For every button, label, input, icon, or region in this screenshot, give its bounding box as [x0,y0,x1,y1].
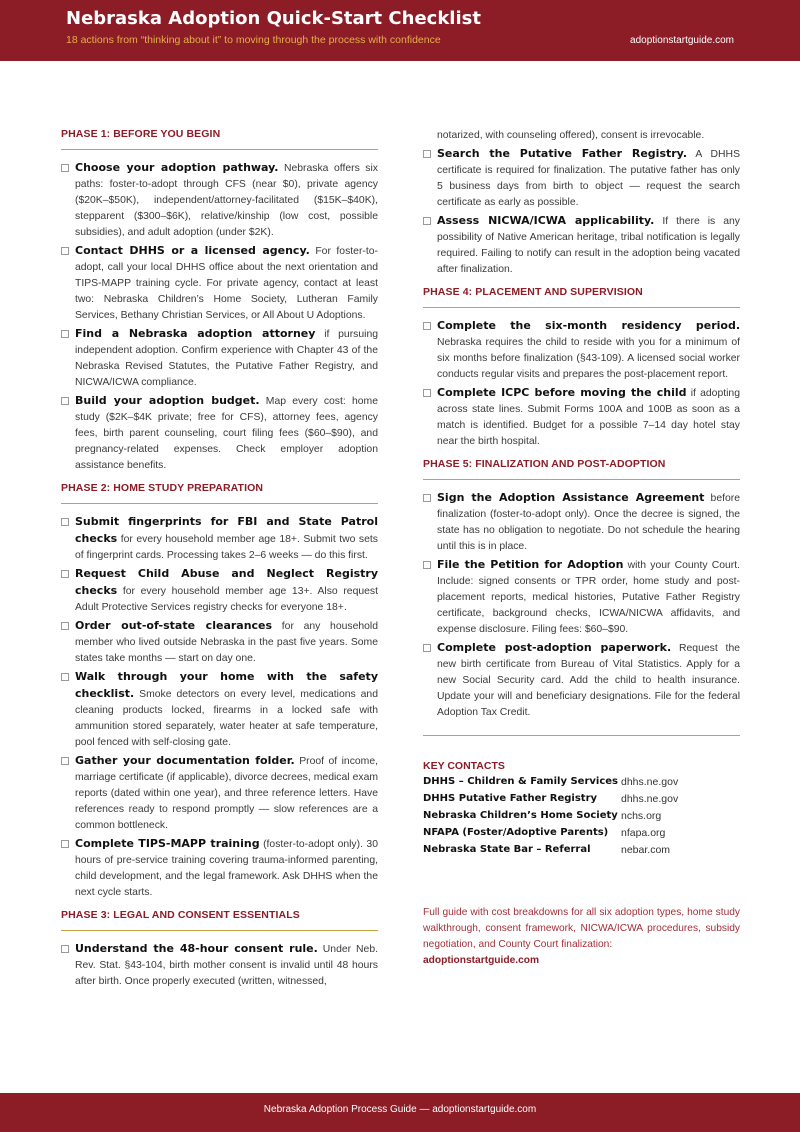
checkbox-icon[interactable] [61,757,69,765]
contact-row [423,776,740,793]
item-lead: Order out-of-state clearances [75,619,273,632]
item-text: Request the new birth certificate from Bureau of Vital Statistics. Apply for a new Social Security card. Add the child to health insurance. Update your will and beneficiary designations. File for the federal Adoption Tax Credit. [437,643,741,718]
checkbox-icon[interactable] [61,164,69,172]
item-lead: Understand the 48-hour consent rule. [75,942,318,955]
checkbox-icon[interactable] [61,673,69,681]
item-lead: Complete the six-month residency period. [437,319,740,332]
contact-url[interactable]: nfapa.org [621,827,666,839]
checklist-item[interactable] [61,514,378,564]
checkbox-icon[interactable] [61,622,69,630]
contact-row [423,827,740,844]
item-lead: File the Petition for Adoption [437,558,624,571]
checkbox-icon[interactable] [423,217,431,225]
right-column [423,128,740,969]
contacts-heading: KEY CONTACTS [423,760,505,772]
contact-name: Nebraska State Bar – Referral [423,844,591,855]
checklist-item-continued [423,128,740,144]
checklist-item[interactable] [423,385,740,450]
checkbox-icon[interactable] [423,389,431,397]
item-text: Under Neb. Rev. Stat. §43-104, birth mother consent is invalid until 48 hours after birth. Once properly executed (written, witnessed, [75,944,379,987]
phase-1-heading: PHASE 1: BEFORE YOU BEGIN [61,128,221,140]
checklist-item[interactable] [61,566,378,616]
contact-name: Nebraska Children’s Home Society [423,810,618,821]
item-lead: Choose your adoption pathway. [75,161,279,174]
checkbox-icon[interactable] [423,322,431,330]
contact-url[interactable]: dhhs.ne.gov [621,793,679,805]
checklist-item[interactable] [61,160,378,241]
checkbox-icon[interactable] [423,150,431,158]
divider [61,503,378,504]
checkbox-icon[interactable] [61,570,69,578]
checklist-item[interactable] [61,393,378,474]
checkbox-icon[interactable] [61,945,69,953]
header-site-link[interactable]: adoptionstartguide.com [630,35,734,46]
phase-2-heading: PHASE 2: HOME STUDY PREPARATION [61,482,264,494]
item-lead: Search the Putative Father Registry. [437,147,688,160]
checklist-item[interactable] [423,557,740,638]
item-text: for any household member who lived outside Nebraska in the past five years. Some states take months — start on day one. [75,621,379,664]
checklist-item[interactable] [61,753,378,834]
checkbox-icon[interactable] [61,518,69,526]
contact-url[interactable]: dhhs.ne.gov [621,776,679,788]
footer-text: Nebraska Adoption Process Guide — adoptionstartguide.com [263,1104,537,1115]
contact-row [423,793,740,810]
item-lead: Request Child Abuse and Neglect Registry checks [75,567,378,597]
checklist-item[interactable] [423,640,740,721]
item-lead: Walk through your home with the safety checklist. [75,670,378,700]
guide-text: Full guide with cost breakdowns for all six adoption types, home study walkthrough, consent framework, NICWA/ICWA procedures, subsidy negotiation, and County Court finalization: [423,907,740,950]
contact-name: NFAPA (Foster/Adoptive Parents) [423,827,609,838]
item-lead: Complete TIPS-MAPP training [75,837,260,850]
divider [423,479,740,480]
divider [61,930,378,931]
phase-4-heading: PHASE 4: PLACEMENT AND SUPERVISION [423,286,643,298]
item-text: for every household member age 18+. Submit two sets of fingerprint cards. Processing takes 2–6 weeks — do this first. [75,534,378,561]
checklist-item[interactable] [423,318,740,383]
item-lead: Complete post-adoption paperwork. [437,641,672,654]
item-text: A DHHS certificate is required for finalization. The putative father has only 5 business days from birth to object — request the search certificate as early as possible. [437,149,740,208]
checklist-item[interactable] [423,213,740,278]
contact-name: DHHS Putative Father Registry [423,793,598,804]
checklist-item[interactable] [61,243,378,324]
item-lead: Assess NICWA/ICWA applicability. [437,214,655,227]
item-lead: Contact DHHS or a licensed agency. [75,244,310,257]
page-footer [0,1093,800,1132]
checklist-item[interactable] [61,326,378,391]
checklist-item[interactable] [61,836,378,901]
page-subtitle: 18 actions from “thinking about it” to moving through the process with confidence [66,34,441,46]
divider [423,307,740,308]
item-text: (foster-to-adopt only). 30 hours of pre-service training covering trauma-informed parenting, child development, and the legal framework. Ask DHHS when the next cycle starts. [75,839,378,898]
contact-row [423,844,740,861]
phase-5-heading: PHASE 5: FINALIZATION AND POST-ADOPTION [423,458,666,470]
contact-url[interactable]: nebar.com [621,844,671,856]
contact-url[interactable]: nchs.org [621,810,662,822]
contact-row [423,810,740,827]
checklist-item[interactable] [61,669,378,751]
contact-name: DHHS – Children & Family Services [423,776,618,787]
item-lead: Complete ICPC before moving the child [437,386,687,399]
item-text: Nebraska requires the child to reside with you for a minimum of six months before finalization (§43-109). A licensed social worker conducts regular visits and prepares the post-placement report. [437,337,740,380]
checkbox-icon[interactable] [423,561,431,569]
item-text: Map every cost: home study ($2K–$4K private; free for CFS), attorney fees, agency fees, birth parent counseling, court filing fees ($60–$90), and pregnancy-related expenses. Check employer adoption assistance benefits. [75,396,378,471]
checklist-item[interactable] [423,146,740,211]
item-text: notarized, with counseling offered), consent is irrevocable. [437,130,705,141]
checklist-item[interactable] [61,618,378,667]
item-text: before finalization (foster-to-adopt only). Once the decree is signed, the state has no obligation to negotiate. Do not schedule the hearing until this is in place. [437,493,740,552]
phase-3-heading: PHASE 3: LEGAL AND CONSENT ESSENTIALS [61,909,300,921]
page-title: Nebraska Adoption Quick-Start Checklist [66,8,481,29]
item-text: if pursuing independent adoption. Confirm experience with Chapter 43 of the Nebraska Revised Statutes, the Putative Father Registry, and NICWA/ICWA compliance. [75,329,379,388]
item-text: Smoke detectors on every level, medications and cleaning products locked, firearms in a locked safe with ammunition stored separately, water heater at safe temperature, pool fenced with self-closing gate. [75,689,378,748]
checkbox-icon[interactable] [61,330,69,338]
guide-link[interactable]: adoptionstartguide.com [423,955,540,966]
item-text: If there is any possibility of Native American heritage, tribal notification is legally required. Failing to notify can result in the adoption being vacated after finalization. [437,216,740,275]
item-text: Nebraska offers six paths: foster-to-adopt through CFS (near $0), private agency ($20K–$50K), independent/attorney-facilitated ($15K–$40K), stepparent ($300–$6K), relative/kinship (low cost, possible subsidies), and adult adoption (under $2K). [75,163,378,238]
page-header [0,0,800,61]
item-text: Proof of income, marriage certificate (if applicable), divorce decrees, medical exam reports (dated within one year), and three reference letters. Have references ready to respond promptly — slow references are a common bottleneck. [75,756,378,831]
item-lead: Build your adoption budget. [75,394,260,407]
divider [61,149,378,150]
checkbox-icon[interactable] [61,247,69,255]
item-lead: Sign the Adoption Assistance Agreement [437,491,705,504]
item-text: if adopting across state lines. Submit Forms 100A and 100B as soon as a match is identified. Budget for a possible 7–14 day hotel stay near the birth hospital. [437,388,740,447]
checkbox-icon[interactable] [423,494,431,502]
checkbox-icon[interactable] [61,840,69,848]
divider [423,735,740,736]
checklist-item[interactable] [423,490,740,555]
item-lead: Gather your documentation folder. [75,754,295,767]
item-text: with your County Court. Include: signed consents or TPR order, home study and post-placement reports, medical histories, Putative Father Registry certificate, background checks, ICWA/NICWA affidavits, and expense disclosure. Filing fees: $60–$90. [437,560,740,635]
checkbox-icon[interactable] [61,397,69,405]
left-column [61,128,378,992]
guide-note [423,905,740,969]
item-lead: Submit fingerprints for FBI and State Patrol checks [75,515,378,545]
checklist-item[interactable] [61,941,378,990]
checkbox-icon[interactable] [423,644,431,652]
item-text: for every household member age 13+. Also request Adult Protective Services registry checks for everyone 18+. [75,586,378,613]
item-lead: Find a Nebraska adoption attorney [75,327,316,340]
item-text: For foster-to-adopt, call your local DHHS office about the next orientation and TIPS-MAPP training cycle. For private agency, contact at least two: Nebraska Children’s Home Society, Lutheran Family Services, Bethany Christian Services, or All About U Adoptions. [75,246,378,321]
